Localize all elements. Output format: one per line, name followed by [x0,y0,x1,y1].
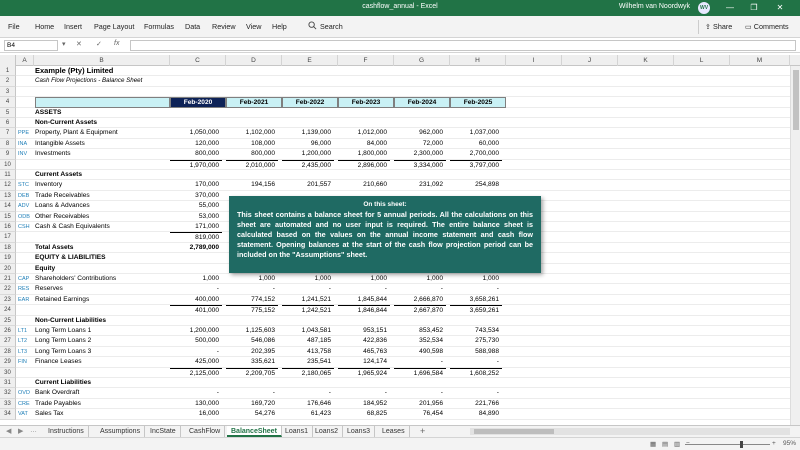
row-header[interactable]: 32 [0,388,16,398]
table-row [0,388,800,398]
value-cell[interactable]: 800,000 [251,150,275,158]
row-code[interactable]: LT2 [18,338,28,345]
column-header[interactable]: C [170,55,226,66]
row-code[interactable]: OVD [18,390,30,397]
value-cell[interactable]: 84,890 [478,410,499,418]
row-code[interactable]: DEB [18,192,30,199]
value-cell[interactable]: 400,000 [195,295,219,303]
close-icon[interactable]: ✕ [776,3,784,12]
note-body: This sheet contains a balance sheet for 5 annual periods. All the calculations on this sheet are automated and no user input is required. The entire balance sheet is calculated based on the values on the annual income statement and cash flow statement. Opening balances at the start of the cash flow projection period can be included on the "Assumptions" sheet. [237,210,533,259]
tab-formulas[interactable]: Formulas [144,22,174,31]
tab-insert[interactable]: Insert [64,22,82,31]
tab-home[interactable]: Home [35,22,55,31]
value-cell[interactable]: 1,000 [482,275,499,282]
value-cell[interactable]: 1,000 [258,275,275,282]
share-label: Share [713,22,733,31]
value-cell[interactable]: 743,534 [475,327,499,334]
sheet-tab[interactable]: Assumptions [96,426,145,437]
table-row [0,108,800,118]
row-header[interactable]: 15 [0,212,16,222]
table-row [0,97,800,107]
value-cell[interactable]: 3,659,261 [450,305,502,315]
zoom-slider[interactable] [685,444,770,445]
value-cell[interactable]: 370,000 [195,191,219,199]
restore-icon[interactable]: ❐ [750,3,758,12]
value-cell[interactable]: 210,660 [363,181,387,189]
row-header[interactable]: 16 [0,222,16,232]
comments-label: Comments [753,22,789,31]
table-row [0,170,800,180]
row-header[interactable]: 13 [0,191,16,201]
value-cell[interactable]: - [272,285,275,293]
sheet-tab[interactable]: Loans3 [343,426,375,437]
tab-file[interactable]: File [8,22,20,31]
value-cell[interactable]: 1,000 [426,275,443,282]
zoom-level[interactable]: 95% [783,440,797,447]
row-code[interactable]: LT1 [18,328,28,334]
value-cell[interactable]: 2,435,000 [282,160,334,170]
row-label[interactable]: Total Assets [35,243,74,251]
row-code[interactable]: PPE [18,130,30,137]
row-label[interactable]: Current Assets [35,171,83,178]
table-row [0,357,800,367]
row-header[interactable]: 14 [0,201,16,211]
value-cell[interactable]: 184,952 [363,399,387,407]
value-cell[interactable]: 108,000 [251,139,275,147]
row-header[interactable]: 4 [0,97,16,107]
value-cell[interactable]: 1,200,000 [189,327,219,334]
row-header[interactable]: 12 [0,180,16,190]
tab-help[interactable]: Help [272,22,287,31]
row-label[interactable]: Long Term Loans 2 [35,337,92,345]
more-sheets-icon[interactable]: … [30,427,37,434]
value-cell[interactable]: 84,000 [366,139,387,147]
period-header[interactable]: Feb-2022 [282,97,338,107]
value-cell[interactable]: 2,125,000 [170,368,222,378]
table-row [0,295,800,305]
value-cell[interactable]: 1,965,924 [338,368,390,378]
value-cell[interactable]: 819,000 [170,232,222,242]
value-cell[interactable]: 1,037,000 [469,129,499,137]
value-cell[interactable]: 401,000 [170,305,222,315]
value-cell[interactable]: 3,658,261 [469,295,499,303]
row-label[interactable]: Sales Tax [35,410,64,418]
value-cell[interactable]: 16,000 [198,410,219,418]
value-cell[interactable]: 2,300,000 [413,150,443,158]
row-code[interactable]: RES [18,286,30,293]
sheet-tab[interactable]: BalanceSheet [227,426,282,437]
sheet-tab[interactable]: CashFlow [185,426,225,437]
row-label[interactable]: Non-Current Liabilities [35,316,107,324]
table-row [0,368,800,378]
row-header[interactable]: 27 [0,336,16,346]
value-cell[interactable]: - [496,285,499,293]
tab-review[interactable]: Review [212,22,236,31]
value-cell[interactable]: 800,000 [195,150,219,158]
next-sheet-icon[interactable]: ▶ [18,428,24,435]
row-code[interactable]: CRE [18,400,30,407]
company-name[interactable]: Example (Pty) Limited [35,66,114,75]
row-header[interactable]: 11 [0,170,16,180]
share-icon: ⇪ [705,22,714,31]
row-label[interactable]: Equity [35,264,56,272]
row-label[interactable]: EQUITY & LIABILITIES [35,254,106,262]
sheet-tab[interactable]: IncState [146,426,181,437]
value-cell[interactable]: 2,209,705 [226,368,278,378]
comments-button[interactable] [745,22,789,31]
value-cell[interactable]: 201,557 [307,181,331,189]
sheet-tab[interactable]: Loans1 [281,426,313,437]
value-cell[interactable]: 68,825 [366,410,387,418]
value-cell[interactable]: 1,000 [370,275,387,282]
value-cell[interactable]: - [440,358,443,366]
tab-view[interactable]: View [246,22,262,31]
row-label[interactable]: Long Term Loans 1 [35,327,92,334]
row-code[interactable]: CSH [18,224,30,230]
period-header[interactable]: Feb-2024 [394,97,450,107]
row-code[interactable]: LT3 [18,348,28,355]
value-cell[interactable]: 2,896,000 [338,160,390,170]
value-cell[interactable]: - [216,285,219,293]
row-header[interactable]: 8 [0,139,16,149]
period-header[interactable]: Feb-2023 [338,97,394,107]
value-cell[interactable]: 1,012,000 [357,129,387,137]
value-cell[interactable]: 465,763 [363,347,387,355]
ribbon-tabs [0,16,800,38]
row-header[interactable]: 5 [0,108,16,118]
row-label[interactable]: Loans & Advances [35,202,90,210]
row-label[interactable]: Non-Current Assets [35,119,98,126]
table-row [0,409,800,419]
row-header[interactable]: 19 [0,253,16,263]
sheet-tab[interactable]: Instructions [44,426,89,437]
cancel-icon[interactable]: ✕ [76,41,82,48]
table-row [0,76,800,86]
insert-function-icon[interactable]: fx [114,40,120,47]
select-all-corner[interactable] [0,55,16,66]
table-row [0,326,800,336]
value-cell[interactable]: 202,395 [251,347,275,355]
row-label[interactable]: Long Term Loans 3 [35,347,92,355]
row-label[interactable]: Trade Receivables [35,191,90,199]
row-code[interactable]: ODB [18,213,30,220]
note-title: On this sheet: [363,201,407,208]
value-cell[interactable]: 335,621 [251,358,275,366]
row-label[interactable]: Bank Overdraft [35,389,80,397]
page-break-view-icon[interactable]: ▥ [674,441,681,448]
row-header[interactable]: 7 [0,128,16,138]
value-cell[interactable]: 1,125,603 [245,327,275,334]
row-code[interactable]: STC [18,182,29,189]
value-cell[interactable]: - [384,389,387,397]
value-cell[interactable]: 96,000 [310,139,331,147]
row-header[interactable]: 10 [0,160,16,170]
table-row [0,87,800,97]
row-label[interactable]: Shareholders' Contributions [35,275,117,282]
value-cell[interactable]: 235,541 [307,358,331,366]
value-cell[interactable]: 1,241,521 [301,295,331,303]
value-cell[interactable]: 1,608,252 [450,368,502,378]
sheet-info-note [229,196,541,273]
row-code[interactable]: FIN [18,359,27,366]
value-cell[interactable]: 1,000 [314,275,331,282]
value-cell[interactable]: 546,086 [251,337,275,345]
horizontal-scrollbar[interactable] [470,428,790,435]
row-label[interactable]: Intangible Assets [35,139,85,147]
row-header[interactable]: 28 [0,347,16,357]
scroll-thumb[interactable] [793,70,799,130]
tab-page-layout[interactable]: Page Layout [94,22,135,31]
column-header[interactable]: K [618,55,674,66]
row-header[interactable]: 25 [0,316,16,326]
row-label[interactable]: Retained Earnings [35,295,90,303]
value-cell[interactable]: 853,452 [419,327,443,334]
value-cell[interactable]: 54,276 [254,410,275,418]
row-code[interactable]: VAT [18,411,28,418]
value-cell[interactable]: 1,000 [202,275,219,282]
sheet-tab[interactable]: Leases [378,426,410,437]
table-row [0,128,800,138]
sheet-tab-bar [0,425,800,437]
tab-data[interactable]: Data [185,22,201,31]
value-cell[interactable]: 254,898 [475,181,499,189]
row-label[interactable]: ASSETS [35,108,62,116]
value-cell[interactable]: 1,845,844 [357,295,387,303]
column-header[interactable]: J [562,55,618,66]
header-band [35,97,170,107]
value-cell[interactable]: 130,000 [195,399,219,407]
value-cell[interactable]: 1,242,521 [282,305,334,315]
value-cell[interactable]: - [328,285,331,293]
normal-view-icon[interactable]: ▦ [650,441,657,448]
comment-icon: ▭ [745,22,754,31]
value-cell[interactable]: - [496,389,499,397]
enter-icon[interactable]: ✓ [96,41,102,48]
value-cell[interactable]: 775,152 [226,305,278,315]
value-cell[interactable]: 1,043,581 [301,327,331,334]
row-label[interactable]: Property, Plant & Equipment [35,129,118,137]
value-cell[interactable]: 1,102,000 [245,129,275,137]
value-cell[interactable]: 1,200,000 [301,150,331,158]
row-label[interactable]: Finance Leases [35,358,82,366]
table-row [0,305,800,315]
period-header[interactable]: Feb-2025 [450,97,506,107]
ribbon-divider [698,20,699,34]
value-cell[interactable]: 425,000 [195,358,219,366]
row-header[interactable]: 23 [0,295,16,305]
value-cell[interactable]: 76,454 [422,410,443,418]
row-header[interactable]: 30 [0,368,16,378]
value-cell[interactable]: 2,666,870 [413,295,443,303]
search-box[interactable]: Search [320,22,343,31]
value-cell[interactable]: 201,956 [419,399,443,407]
value-cell[interactable]: 60,000 [478,139,499,147]
table-row [0,66,800,76]
row-header[interactable]: 24 [0,305,16,315]
value-cell[interactable]: 3,797,000 [450,160,502,170]
value-cell[interactable]: - [384,285,387,293]
value-cell[interactable]: 61,423 [310,410,331,418]
row-header[interactable]: 26 [0,326,16,336]
row-header[interactable]: 6 [0,118,16,128]
formula-input[interactable] [130,40,796,51]
value-cell[interactable]: 953,151 [363,327,387,334]
table-row [0,399,800,409]
row-header[interactable]: 17 [0,232,16,242]
row-header[interactable]: 34 [0,409,16,419]
value-cell[interactable]: - [328,389,331,397]
zoom-in-icon[interactable]: + [772,440,776,447]
value-cell[interactable]: 2,667,870 [394,305,446,315]
row-label[interactable]: Other Receivables [35,212,90,220]
value-cell[interactable]: 55,000 [198,202,219,210]
value-cell[interactable]: 1,970,000 [170,160,222,170]
column-header[interactable]: D [226,55,282,66]
vertical-scrollbar[interactable] [790,66,800,425]
row-code[interactable]: EAR [18,296,30,303]
user-name[interactable]: Wilhelm van Noordwyk [618,3,690,10]
column-header[interactable]: I [506,55,562,66]
row-label[interactable]: Inventory [35,181,63,189]
search-icon[interactable] [308,21,317,30]
value-cell[interactable]: - [496,358,499,366]
add-sheet-button[interactable]: + [420,426,426,436]
row-label[interactable]: Investments [35,150,71,158]
value-cell[interactable]: 774,152 [251,295,275,303]
value-cell[interactable]: 487,185 [307,337,331,345]
row-header[interactable]: 29 [0,357,16,367]
column-header[interactable]: M [730,55,790,66]
column-header[interactable]: G [394,55,450,66]
value-cell[interactable]: 221,766 [475,399,499,407]
value-cell[interactable]: 171,000 [195,223,219,230]
minimize-icon[interactable]: — [726,3,734,12]
value-cell[interactable]: 2,010,000 [226,160,278,170]
row-header[interactable]: 3 [0,87,16,97]
share-button[interactable] [705,22,732,31]
prev-sheet-icon[interactable]: ◀ [6,428,12,435]
value-cell[interactable]: 962,000 [419,129,443,137]
value-cell[interactable]: - [216,347,219,355]
value-cell[interactable]: 413,758 [307,347,331,355]
value-cell[interactable]: 194,156 [251,181,275,189]
table-row [0,180,800,190]
row-header[interactable]: 2 [0,76,16,86]
row-label[interactable]: Trade Payables [35,399,81,407]
period-header[interactable]: Feb-2020 [170,97,226,107]
column-headers [0,55,800,66]
value-cell[interactable]: 170,000 [195,181,219,189]
name-box[interactable]: B4 [4,40,58,51]
row-code[interactable]: CAP [18,276,30,282]
row-header[interactable]: 20 [0,264,16,274]
value-cell[interactable]: - [440,389,443,397]
column-header[interactable]: L [674,55,730,66]
page-layout-view-icon[interactable]: ▤ [662,441,669,448]
table-row [0,274,800,284]
value-cell[interactable]: 1,050,000 [189,129,219,137]
value-cell[interactable]: 231,092 [419,181,443,189]
column-header[interactable]: B [34,55,170,66]
sheet-subtitle[interactable]: Cash Flow Projections - Balance Sheet [35,77,143,85]
sheet-tab[interactable]: Loans2 [311,426,343,437]
table-row [0,378,800,388]
value-cell[interactable]: 422,836 [363,337,387,345]
period-header[interactable]: Feb-2021 [226,97,282,107]
value-cell[interactable]: 3,334,000 [394,160,446,170]
value-cell[interactable]: - [272,389,275,397]
column-header[interactable]: E [282,55,338,66]
value-cell[interactable]: 1,139,000 [301,129,331,137]
value-cell[interactable]: - [440,285,443,293]
column-header[interactable]: H [450,55,506,66]
value-cell[interactable]: 2,700,000 [469,150,499,158]
value-cell[interactable]: 176,646 [307,399,331,407]
value-cell[interactable]: 588,988 [475,347,499,355]
column-header[interactable]: A [16,55,34,66]
table-row [0,139,800,149]
row-code[interactable]: INA [18,140,28,147]
value-cell[interactable]: 169,720 [251,399,275,407]
row-header[interactable]: 31 [0,378,16,388]
value-cell[interactable]: 1,696,584 [394,368,446,378]
formula-bar [0,38,800,53]
window-title: cashflow_annual - Excel [362,3,438,10]
row-label[interactable]: Current Liabilities [35,379,92,386]
value-cell[interactable]: - [216,389,219,397]
row-code[interactable]: INV [18,151,28,158]
table-row [0,316,800,326]
table-row [0,160,800,170]
value-cell[interactable]: 2,180,065 [282,368,334,378]
table-row [0,118,800,128]
value-cell[interactable]: 53,000 [198,212,219,220]
value-cell[interactable]: 275,730 [475,337,499,345]
scroll-thumb[interactable] [474,429,554,434]
value-cell[interactable]: 120,000 [195,139,219,147]
row-header[interactable]: 22 [0,284,16,294]
row-code[interactable]: ADV [18,203,30,210]
table-row [0,347,800,357]
table-row [0,336,800,346]
zoom-slider-thumb[interactable] [740,441,743,448]
row-header[interactable]: 18 [0,243,16,253]
column-header[interactable]: F [338,55,394,66]
row-header[interactable]: 33 [0,399,16,409]
namebox-dropdown-icon[interactable]: ▾ [62,41,66,48]
status-bar [0,437,800,450]
avatar[interactable]: WV [698,2,710,14]
value-cell[interactable]: 500,000 [195,337,219,345]
row-header[interactable]: 1 [0,66,16,76]
value-cell[interactable]: 124,174 [363,358,387,366]
row-header[interactable]: 9 [0,149,16,159]
value-cell[interactable]: 2,789,000 [189,243,219,251]
row-header[interactable]: 21 [0,274,16,284]
table-row [0,284,800,294]
row-label[interactable]: Reserves [35,285,63,293]
value-cell[interactable]: 1,846,844 [338,305,390,315]
value-cell[interactable]: 352,534 [419,337,443,345]
value-cell[interactable]: 72,000 [422,139,443,147]
value-cell[interactable]: 490,598 [419,347,443,355]
table-row [0,149,800,159]
value-cell[interactable]: 1,800,000 [357,150,387,158]
row-label[interactable]: Cash & Cash Equivalents [35,223,110,230]
title-bar [0,0,800,16]
